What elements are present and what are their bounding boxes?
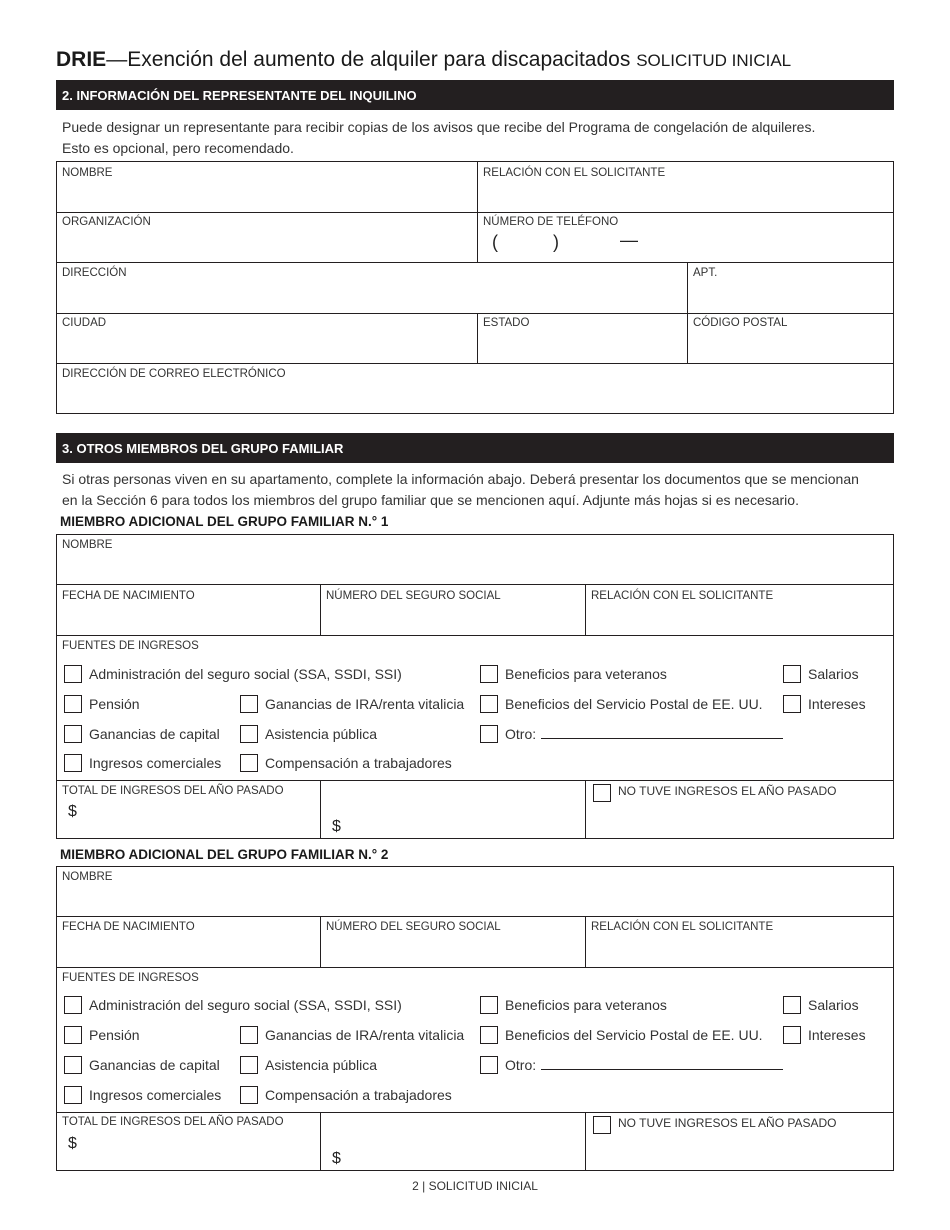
rep-address-field[interactable]: DIRECCIÓN [62,267,127,279]
checkbox-icon [783,695,801,713]
member-1-public-assistance-checkbox[interactable] [240,725,377,743]
checkbox-label: Ganancias de capital [89,726,220,742]
checkbox-icon [64,1086,82,1104]
divider [56,584,894,585]
member-2-no-income-checkbox[interactable] [593,1116,837,1134]
member-2-name-field[interactable]: NOMBRE [62,871,113,883]
member-1-dob-field[interactable]: FECHA DE NACIMIENTO [62,590,195,602]
page-title [56,48,791,72]
section-2-intro-line-2: Esto es opcional, pero recomendado. [62,139,294,156]
member-1-capital-checkbox[interactable] [64,725,220,743]
rep-email-field[interactable]: DIRECCIÓN DE CORREO ELECTRÓNICO [62,368,286,380]
member-1-income-sources-label: FUENTES DE INGRESOS [62,640,199,652]
checkbox-icon [64,725,82,743]
member-2-capital-checkbox[interactable] [64,1056,220,1074]
member-2-postal-checkbox[interactable] [480,1026,763,1044]
section-2-intro-line-1: Puede designar un representante para recibir copias de los avisos que recibe del Programa de congelación de alquileres. [62,119,816,135]
checkbox-icon [64,665,82,683]
checkbox-label: Pensión [89,1027,140,1043]
member-1-other-checkbox[interactable] [480,725,783,743]
divider [585,584,586,635]
member-2-income-sources-label: FUENTES DE INGRESOS [62,972,199,984]
checkbox-label: Salarios [808,666,859,682]
checkbox-label: Ganancias de IRA/renta vitalicia [265,696,465,712]
member-2-ssn-field[interactable]: NÚMERO DEL SEGURO SOCIAL [326,921,501,933]
member-2-pension-checkbox[interactable] [64,1026,140,1044]
member-1-wages-checkbox[interactable] [783,665,859,683]
checkbox-label: Beneficios del Servicio Postal de EE. UU. [505,1027,763,1043]
member-1-ssn-field[interactable]: NÚMERO DEL SEGURO SOCIAL [326,590,501,602]
checkbox-icon [593,784,611,802]
divider [320,1112,321,1171]
member-2-ira-checkbox[interactable] [240,1026,464,1044]
divider [56,780,894,781]
divider [56,363,894,364]
form-title: Exención del aumento de alquiler para discapacitados [127,48,631,71]
form-subtitle: SOLICITUD INICIAL [636,51,792,70]
checkbox-label: Salarios [808,997,859,1013]
currency-symbol: $ [332,818,341,835]
checkbox-label: Asistencia pública [265,1057,378,1073]
checkbox-label: Administración del seguro social (SSA, SSDI, SSI) [89,666,402,682]
checkbox-icon [240,754,258,772]
checkbox-icon [240,1086,258,1104]
checkbox-label: Ingresos comerciales [89,755,222,771]
section-3-intro [62,469,859,510]
checkbox-label: Beneficios del Servicio Postal de EE. UU. [505,696,763,712]
section-3-intro-line-1: Si otras personas viven en su apartamento, complete la información abajo. Deberá presentar los documentos que se mencionan [62,471,859,487]
divider [56,262,894,263]
member-2-ssa-checkbox[interactable] [64,996,402,1014]
checkbox-icon [64,695,82,713]
checkbox-icon [480,665,498,683]
checkbox-label: Asistencia pública [265,726,378,742]
footer-label: SOLICITUD INICIAL [428,1179,538,1193]
checkbox-icon [480,725,498,743]
checkbox-label: Otro: [505,726,537,742]
currency-symbol: $ [332,1150,341,1167]
checkbox-icon [240,1056,258,1074]
divider [320,780,321,839]
program-code: DRIE [56,48,107,71]
member-2-other-input[interactable] [541,1069,783,1070]
checkbox-label: NO TUVE INGRESOS EL AÑO PASADO [618,1116,837,1130]
checkbox-icon [240,1026,258,1044]
rep-zip-field[interactable]: CÓDIGO POSTAL [693,317,788,329]
checkbox-icon [480,996,498,1014]
checkbox-label: Intereses [808,1027,866,1043]
divider [56,212,894,213]
divider [585,916,586,967]
member-1-name-field[interactable]: NOMBRE [62,539,113,551]
checkbox-label: Beneficios para veteranos [505,997,667,1013]
member-1-veterans-checkbox[interactable] [480,665,667,683]
member-1-relationship-field[interactable]: RELACIÓN CON EL SOLICITANTE [591,590,774,602]
checkbox-label: Ingresos comerciales [89,1087,222,1103]
rep-name-field[interactable]: NOMBRE [62,167,113,179]
phone-close-paren: ) [553,232,559,252]
checkbox-icon [64,1056,82,1074]
member-2-interest-checkbox[interactable] [783,1026,866,1044]
checkbox-label: Pensión [89,696,140,712]
checkbox-label: Compensación a trabajadores [265,1087,452,1103]
section-2-header: 2. INFORMACIÓN DEL REPRESENTANTE DEL INQUILINO [56,80,894,110]
rep-city-field[interactable]: CIUDAD [62,317,107,329]
member-1-interest-checkbox[interactable] [783,695,866,713]
checkbox-icon [64,1026,82,1044]
member-2-total-income-field[interactable]: TOTAL DE INGRESOS DEL AÑO PASADO [62,1116,284,1128]
member-1-workers-comp-checkbox[interactable] [240,754,452,772]
checkbox-icon [593,1116,611,1134]
rep-state-field[interactable]: ESTADO [483,317,530,329]
checkbox-icon [480,695,498,713]
checkbox-icon [480,1056,498,1074]
currency-symbol: $ [68,1135,77,1152]
section-2-intro [62,117,815,158]
member-1-ssa-checkbox[interactable] [64,665,402,683]
divider [56,635,894,636]
checkbox-label: Administración del seguro social (SSA, SSDI, SSI) [89,997,402,1013]
checkbox-icon [240,695,258,713]
member-1-no-income-checkbox[interactable] [593,784,837,802]
member-2-public-assistance-checkbox[interactable] [240,1056,377,1074]
member-1-pension-checkbox[interactable] [64,695,140,713]
member-2-title: MIEMBRO ADICIONAL DEL GRUPO FAMILIAR N.° 2 [60,847,389,862]
member-2-wages-checkbox[interactable] [783,996,859,1014]
divider [56,967,894,968]
checkbox-icon [783,996,801,1014]
divider [320,584,321,635]
member-2-workers-comp-checkbox[interactable] [240,1086,452,1104]
divider [585,1112,586,1171]
section-3-intro-line-2: en la Sección 6 para todos los miembros del grupo familiar que se mencionen aquí. Adjunte más hojas si es necesario. [62,491,799,508]
phone-open-paren: ( [492,232,498,252]
checkbox-icon [783,665,801,683]
checkbox-label: Intereses [808,696,866,712]
member-2-business-checkbox[interactable] [64,1086,221,1104]
page-footer [0,1179,950,1193]
divider [56,313,894,314]
divider [477,161,478,262]
divider [56,916,894,917]
checkbox-label: Compensación a trabajadores [265,755,452,771]
checkbox-label: Ganancias de IRA/renta vitalicia [265,1027,465,1043]
member-2-veterans-checkbox[interactable] [480,996,667,1014]
section-3-header: 3. OTROS MIEMBROS DEL GRUPO FAMILIAR [56,433,894,463]
checkbox-label: Ganancias de capital [89,1057,220,1073]
divider [687,262,688,363]
phone-dash: — [620,230,638,250]
member-2-relationship-field[interactable]: RELACIÓN CON EL SOLICITANTE [591,921,774,933]
divider [585,780,586,839]
divider [56,1112,894,1113]
rep-organization-field[interactable]: ORGANIZACIÓN [62,216,151,228]
footer-separator: | [418,1179,429,1193]
checkbox-icon [783,1026,801,1044]
checkbox-label: NO TUVE INGRESOS EL AÑO PASADO [618,784,837,798]
member-1-other-input[interactable] [541,738,783,739]
rep-apt-field[interactable]: APT. [693,267,718,279]
page-number: 2 [412,1179,419,1193]
rep-relationship-field[interactable]: RELACIÓN CON EL SOLICITANTE [483,167,666,179]
divider [477,313,478,363]
member-1-title: MIEMBRO ADICIONAL DEL GRUPO FAMILIAR N.° 1 [60,514,389,529]
member-1-total-income-field[interactable]: TOTAL DE INGRESOS DEL AÑO PASADO [62,785,284,797]
checkbox-icon [240,725,258,743]
member-1-ira-checkbox[interactable] [240,695,464,713]
checkbox-label: Otro: [505,1057,537,1073]
member-1-postal-checkbox[interactable] [480,695,763,713]
checkbox-icon [64,754,82,772]
checkbox-icon [64,996,82,1014]
checkbox-icon [480,1026,498,1044]
member-2-dob-field[interactable]: FECHA DE NACIMIENTO [62,921,195,933]
currency-symbol: $ [68,803,77,820]
rep-phone-field[interactable]: NÚMERO DE TELÉFONO [483,216,619,228]
member-1-business-checkbox[interactable] [64,754,221,772]
divider [320,916,321,967]
checkbox-label: Beneficios para veteranos [505,666,667,682]
title-dash: — [106,48,128,71]
member-2-other-checkbox[interactable] [480,1056,783,1074]
